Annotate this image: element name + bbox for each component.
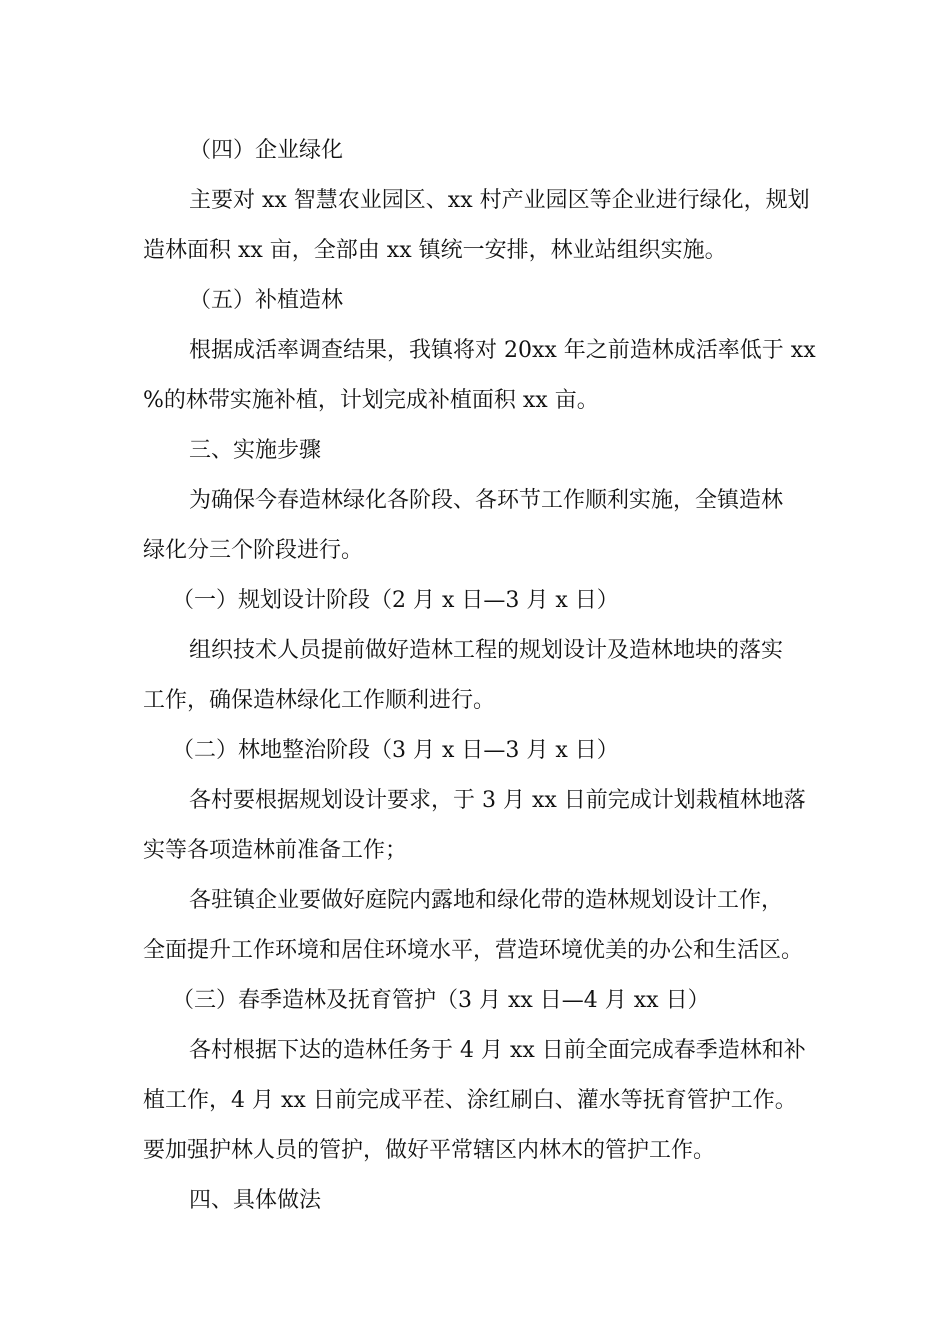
- section-heading: （四）企业绿化: [189, 138, 344, 163]
- section-heading: （二）林地整治阶段（3 月 x 日—3 月 x 日）: [172, 738, 619, 763]
- paragraph-line: 工作，确保造林绿化工作顺利进行。: [143, 688, 496, 713]
- chapter-heading: 三、实施步骤: [189, 438, 322, 463]
- paragraph-line: 造林面积 xx 亩，全部由 xx 镇统一安排，林业站组织实施。: [143, 238, 727, 263]
- paragraph-line: 为确保今春造林绿化各阶段、各环节工作顺利实施，全镇造林: [189, 488, 784, 513]
- chapter-heading: 四、具体做法: [189, 1188, 322, 1213]
- paragraph-line: 绿化分三个阶段进行。: [143, 538, 364, 563]
- section-heading: （一）规划设计阶段（2 月 x 日—3 月 x 日）: [172, 588, 619, 613]
- paragraph-line: 植工作，4 月 xx 日前完成平茬、涂红刷白、灌水等抚育管护工作。: [143, 1088, 797, 1113]
- paragraph-line: 各村根据下达的造林任务于 4 月 xx 日前全面完成春季造林和补: [189, 1038, 806, 1063]
- paragraph-line: 组织技术人员提前做好造林工程的规划设计及造林地块的落实: [189, 638, 784, 663]
- paragraph-line: 主要对 xx 智慧农业园区、xx 村产业园区等企业进行绿化，规划: [189, 188, 810, 213]
- paragraph-line: 实等各项造林前准备工作；: [143, 838, 408, 863]
- paragraph-line: 各驻镇企业要做好庭院内露地和绿化带的造林规划设计工作，: [189, 888, 784, 913]
- section-heading: （三）春季造林及抚育管护（3 月 xx 日—4 月 xx 日）: [172, 988, 710, 1013]
- paragraph-line: 全面提升工作环境和居住环境水平，营造环境优美的办公和生活区。: [143, 938, 804, 963]
- paragraph-line: %的林带实施补植，计划完成补植面积 xx 亩。: [143, 388, 599, 413]
- paragraph-line: 各村要根据规划设计要求，于 3 月 xx 日前完成计划栽植林地落: [189, 788, 806, 813]
- section-heading: （五）补植造林: [189, 288, 344, 313]
- paragraph-line: 根据成活率调查结果，我镇将对 20xx 年之前造林成活率低于 xx: [189, 338, 816, 363]
- paragraph-line: 要加强护林人员的管护，做好平常辖区内林木的管护工作。: [143, 1138, 716, 1163]
